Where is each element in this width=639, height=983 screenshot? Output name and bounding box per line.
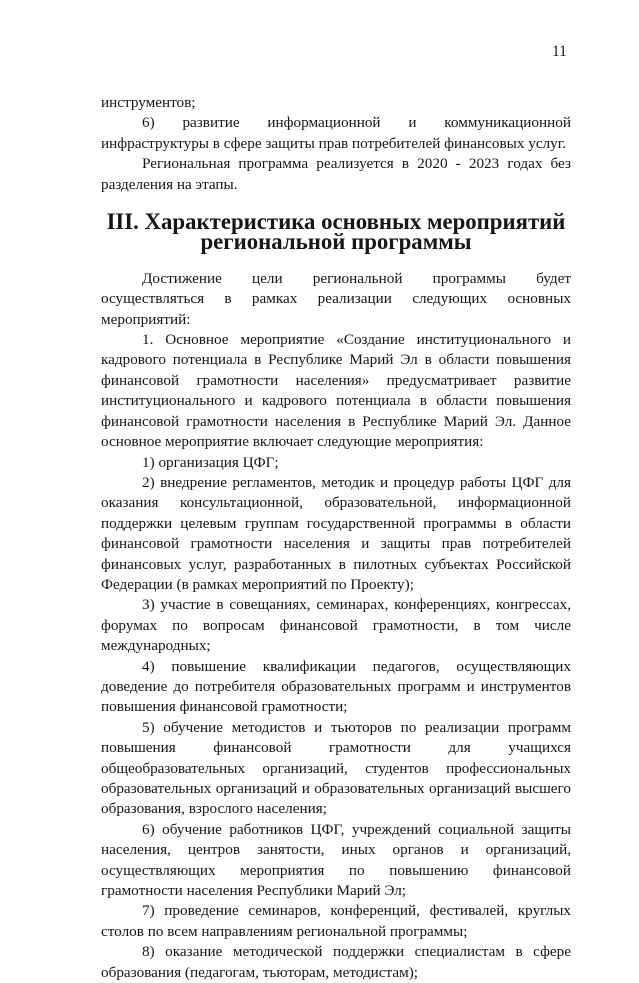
page-content — [101, 93, 571, 983]
paragraph-item-6-infrastructure: 6) развитие информационной и коммуникационной инфраструктуры в сфере защиты прав потребителей финансовых услуг. — [101, 114, 571, 152]
paragraph-program-period: Региональная программа реализуется в 2020 - 2023 годах без разделения на этапы. — [101, 155, 571, 193]
list-item-4: 4) повышение квалификации педагогов, осуществляющих доведение до потребителя образовательных программ и инструментов повышения финансовой грамотности; — [101, 657, 571, 716]
list-item-1: 1) организация ЦФГ; — [142, 453, 279, 471]
list-item-8: 8) оказание методической поддержки специалистам в сфере образования (педагогам, тьюторам, методистам); — [101, 943, 571, 981]
list-item-7: 7) проведение семинаров, конференций, фестивалей, круглых столов по всем направлениям региональной программы; — [101, 902, 571, 940]
list-item-5: 5) обучение методистов и тьюторов по реализации программ повышения финансовой грамотности для учащихся общеобразовательных организаций, студентов профессиональных образовательных организаций и образовательных организаций высшего образования, взрослого населения; — [101, 718, 571, 818]
paragraph-goal-achievement: Достижение цели региональной программы будет осуществляться в рамках реализации следующих основных мероприятий: — [101, 269, 571, 328]
list-item-3: 3) участие в совещаниях, семинарах, конференциях, конгрессах, форумах по вопросам финансовой грамотности, в том числе международных; — [101, 596, 571, 655]
page-number: 11 — [552, 43, 567, 60]
section-title: III. Характеристика основных мероприятий региональной программы — [106, 209, 566, 255]
list-item-2: 2) внедрение регламентов, методик и процедур работы ЦФГ для оказания консультационной, образовательной, информационной поддержки целевым группам государственной программы в области финансовой грамотности населения и защиты прав потребителей финансовых услуг, разработанных в пилотных субъектах Российской Федерации (в рамках мероприятий по Проекту); — [101, 473, 571, 593]
list-item-6: 6) обучение работников ЦФГ, учреждений социальной защиты населения, центров занятости, иных органов и организаций, осуществляющих мероприятия по повышению финансовой грамотности населения Республики Марий Эл; — [101, 820, 571, 900]
paragraph-main-activity-1: 1. Основное мероприятие «Создание институционального и кадрового потенциала в Республике Марий Эл в области повышения финансовой грамотности населения» предусматривает развитие институционального и кадрового потенциала в области повышения финансовой грамотности населения в Республике Марий Эл. Данное основное мероприятие включает следующие мероприятия: — [101, 331, 571, 451]
paragraph-instruments: инструментов; — [101, 94, 196, 111]
